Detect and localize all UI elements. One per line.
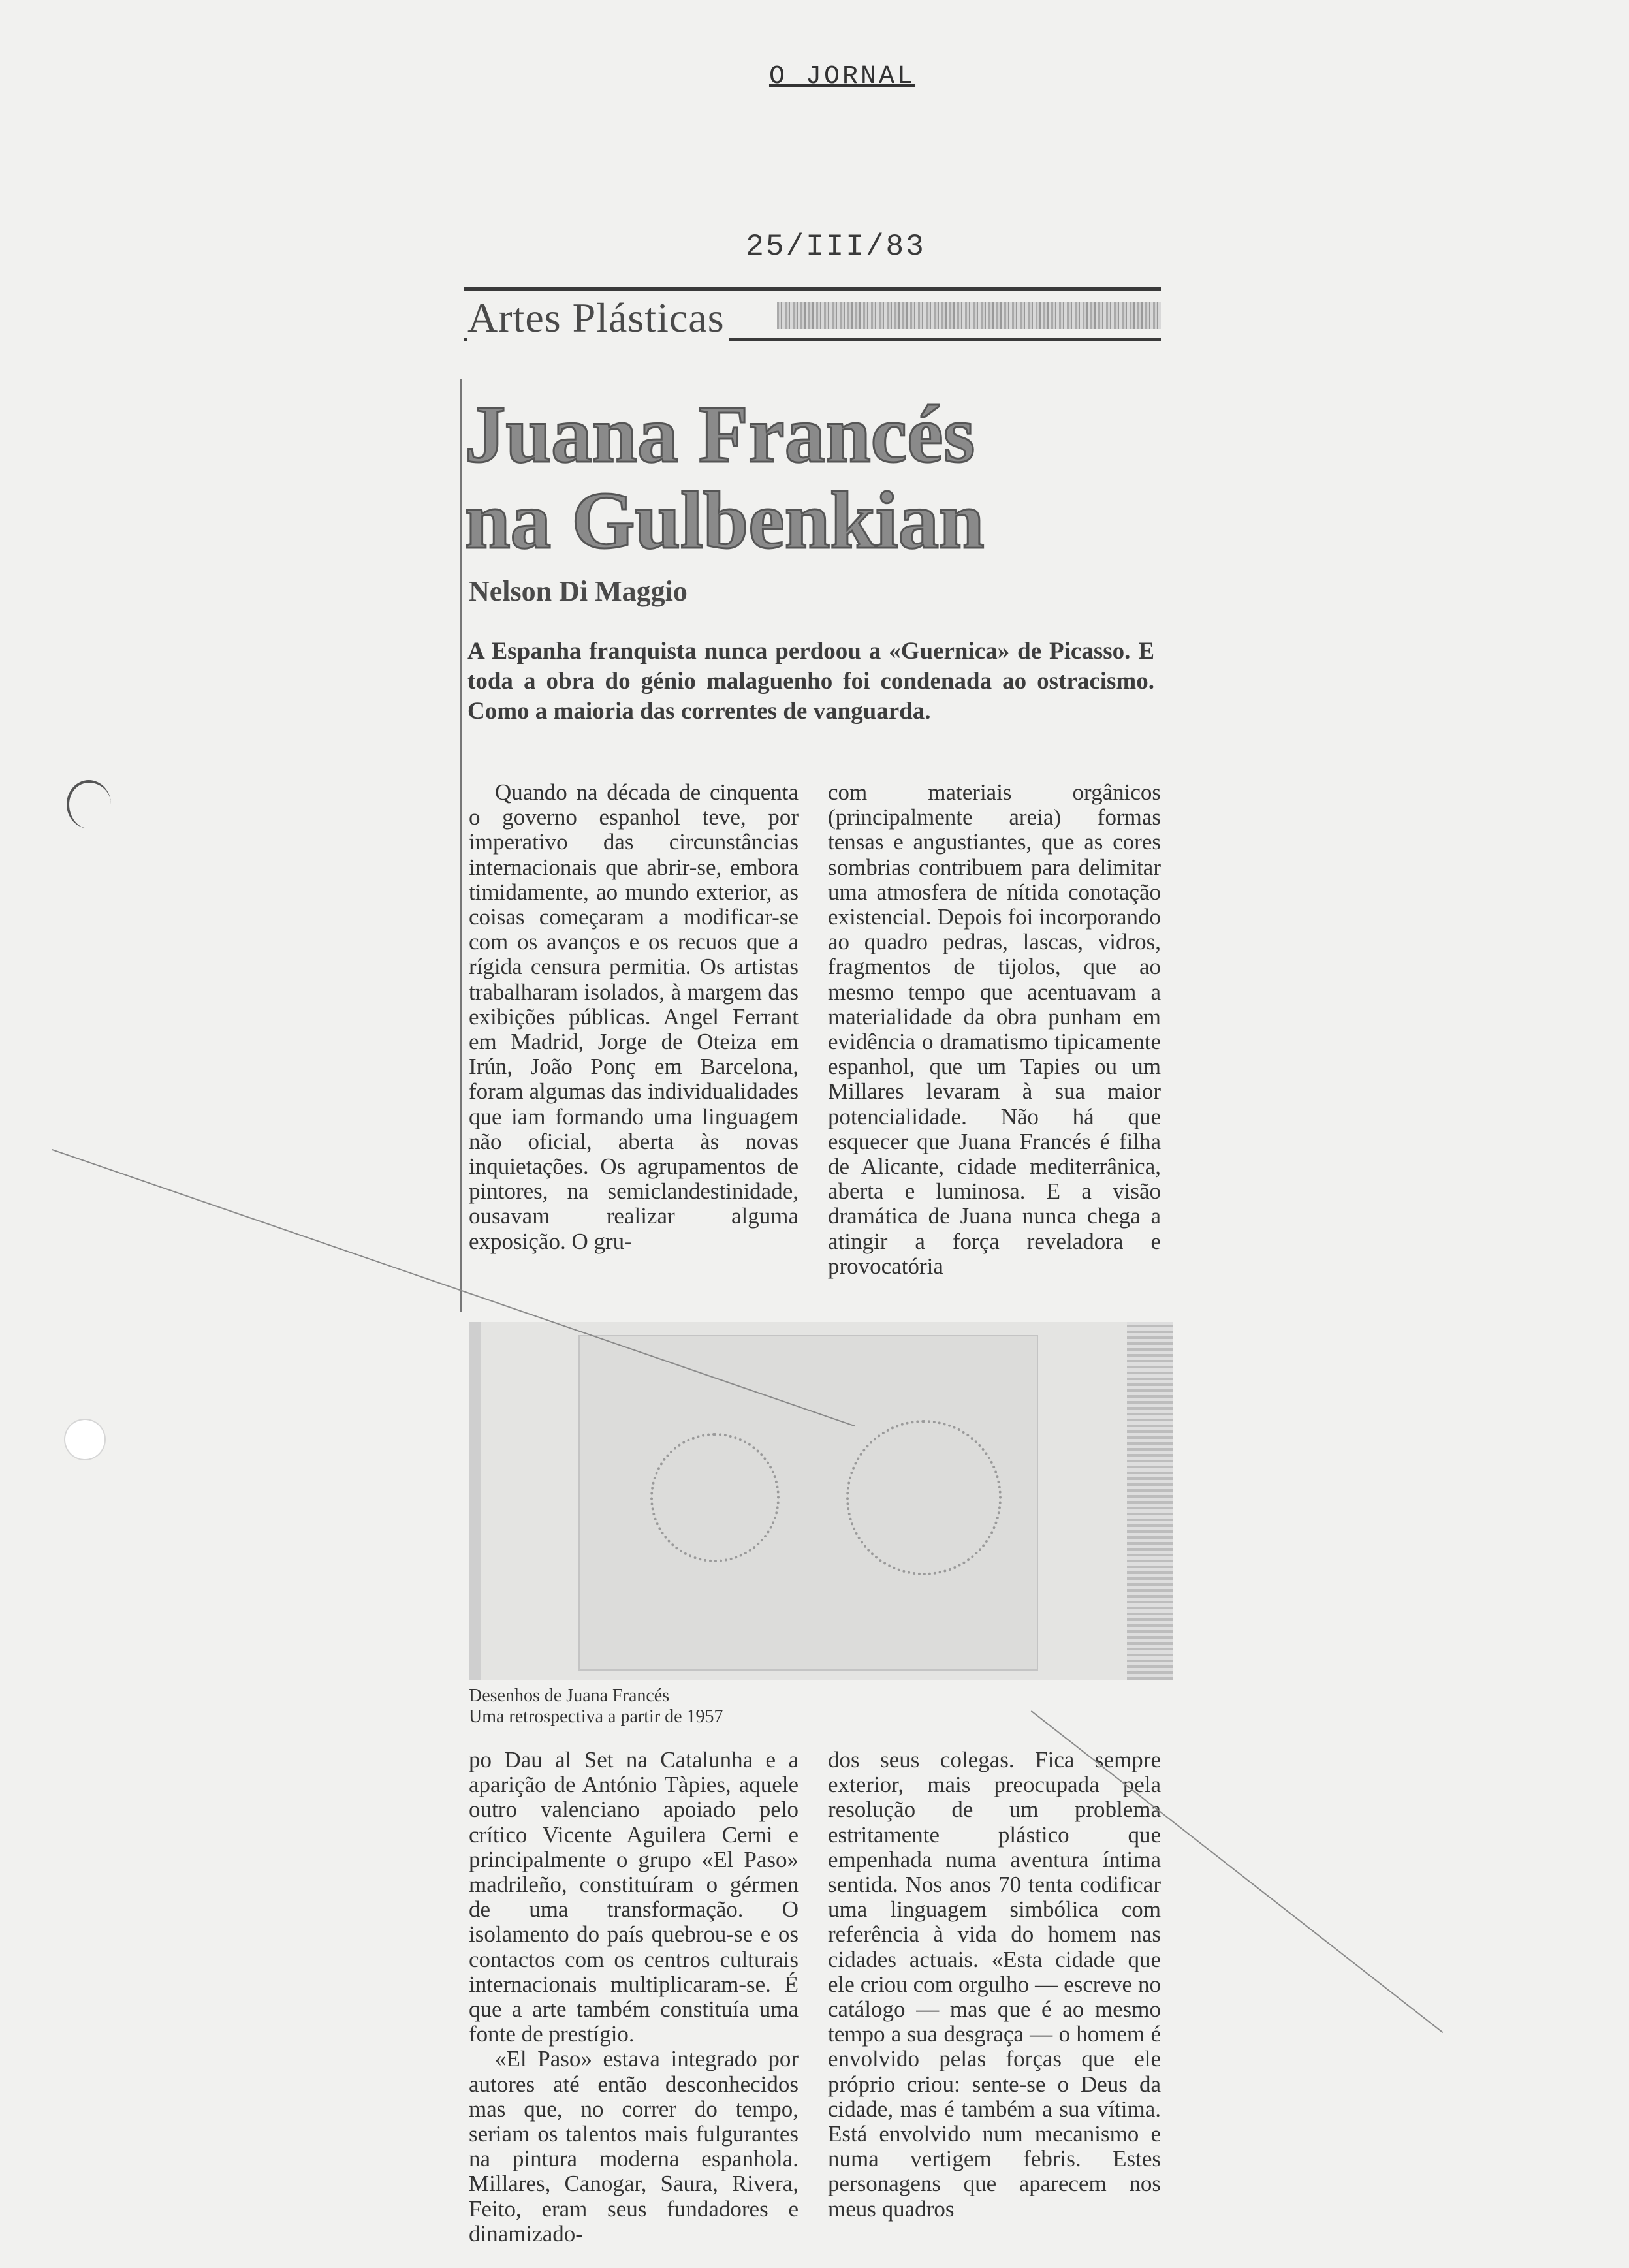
byline: Nelson Di Maggio xyxy=(469,575,688,607)
section-header xyxy=(464,287,1161,341)
body-paragraph: Quando na década de cinquenta o governo espanhol teve, por imperativo das circunstâncias internacionais que abrir-se, embora timidamente, ao mundo exterior, as coisas começaram a modificar-se com os avanços e os recuos que a rígida censura permitia. Os artistas trabalharam isolados, à margem das exibições públicas. Angel Ferrant em Madrid, Jorge de Oteiza em Irún, João Ponç em Barcelona, foram algumas das individualidades que iam formando uma linguagem não oficial, aberta às novas inquietações. Os agrupamentos de pintores, na semiclandestinidade, ousavam realizar alguma exposição. O gru- xyxy=(469,780,799,1254)
lead-paragraph: A Espanha franquista nunca perdoou a «Guernica» de Picasso. E toda a obra do génio malaguenho foi condenada ao ostracismo. Como a maioria das correntes de vanguarda. xyxy=(467,638,1154,725)
punch-hole xyxy=(65,1420,104,1459)
body-paragraph: dos seus colegas. Fica sempre exterior, mais preocupada pela resolução de um problema estritamente plástico que empenhada numa aventura íntima sentida. Nos anos 70 tenta codificar uma linguagem simbólica com referência à vida do homem nas cidades actuais. «Esta cidade que ele criou com orgulho — escreve no catálogo — mas que é ao mesmo tempo a sua desgraça — o homem é envolvido pelas forças que ele próprio criou: sente-se o Deus da cidade, mas é também a sua vítima. Está envolvido num mecanismo e numa vertigem febris. Estes personagens que aparecem nos meus quadros xyxy=(828,1747,1161,2222)
caption-line-2: Uma retrospectiva a partir de 1957 xyxy=(469,1707,723,1727)
caption-line-1: Desenhos de Juana Francés xyxy=(469,1686,670,1706)
section-shade-bar xyxy=(777,302,1161,329)
column-2-bottom xyxy=(828,1748,1161,2222)
headline-line-2: na Gulbenkian xyxy=(465,476,985,566)
punch-hole-torn xyxy=(67,780,111,828)
body-paragraph: po Dau al Set na Catalunha e a aparição de António Tàpies, aquele outro valenciano apoiado pelo crítico Vicente Aguilera Cerni e principalmente o grupo «El Paso» madrileño, constituíram o gérmen de uma transformação. O isolamento do país quebrou-se e os contactos com os centros culturais internacionais multiplicaram-se. É que a arte também constituía uma fonte de prestígio. xyxy=(469,1747,799,2047)
artwork-photo xyxy=(469,1322,1173,1680)
newspaper-masthead: O JORNAL xyxy=(768,62,916,91)
column-1-top xyxy=(469,780,799,1254)
column-2-top xyxy=(828,780,1161,1279)
artwork-circle-left xyxy=(650,1433,780,1562)
artwork-circle-right xyxy=(846,1420,1002,1575)
body-paragraph: «El Paso» estava integrado por autores até então desconhecidos mas que, no correr do tempo, seriam os talentos mais fulgurantes na pintura moderna espanhola. Millares, Canogar, Saura, Rivera, Feito, eram seus fundadores e dinamizado- xyxy=(469,2046,799,2246)
column-1-bottom xyxy=(469,1748,799,2246)
artwork-edge xyxy=(1127,1322,1173,1680)
body-paragraph: com materiais orgânicos (principalmente areia) formas tensas e angustiantes, que as cores sombrias contribuem para delimitar uma atmosfera de nítida conotação existencial. Depois foi incorporando ao quadro pedras, lascas, vidros, fragmentos de tijolos, que ao mesmo tempo que acentuavam a materialidade da obra punham em evidência o dramatismo tipicamente espanhol, que um Tapies ou um Millares levaram à sua maior potencialidade. Não há que esquecer que Juana Francés é filha de Alicante, cidade mediterrânica, aberta e luminosa. E a visão dramática de Juana nunca chega a atingir a força reveladora e provocatória xyxy=(828,780,1161,1279)
photo-caption xyxy=(469,1686,723,1727)
section-title: Artes Plásticas xyxy=(467,294,729,342)
article-headline xyxy=(465,392,1118,564)
handwritten-date: 25/III/83 xyxy=(746,230,926,264)
headline-line-1: Juana Francés xyxy=(465,390,975,480)
section-top-rule xyxy=(464,287,1161,291)
column-rule xyxy=(460,379,462,1312)
